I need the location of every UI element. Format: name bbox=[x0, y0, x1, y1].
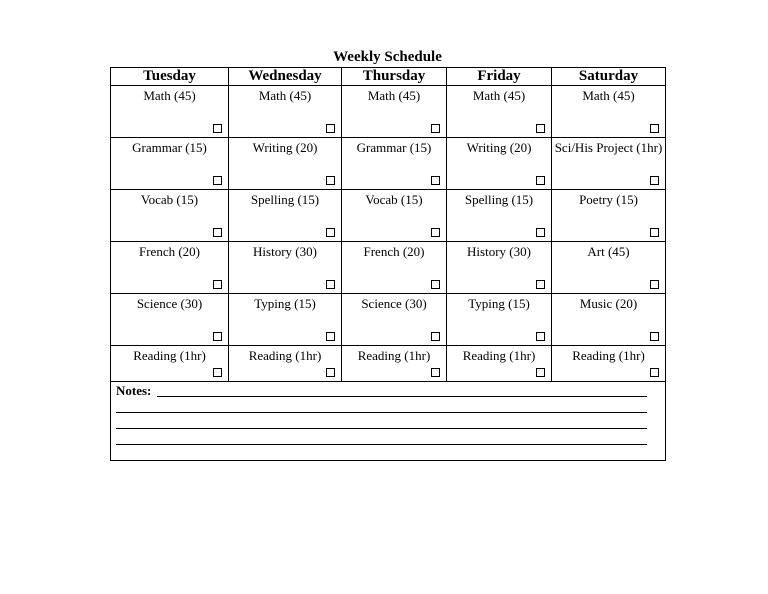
task-checkbox[interactable] bbox=[326, 368, 335, 377]
task-checkbox[interactable] bbox=[326, 228, 335, 237]
task-label: Reading (1hr) bbox=[572, 348, 645, 363]
task-checkbox[interactable] bbox=[213, 332, 222, 341]
task-checkbox[interactable] bbox=[650, 368, 659, 377]
task-checkbox[interactable] bbox=[431, 124, 440, 133]
task-label: Reading (1hr) bbox=[248, 348, 322, 363]
task-label: Math (45) bbox=[258, 88, 312, 103]
task-label: Grammar (15) bbox=[132, 140, 207, 155]
notes-line bbox=[116, 412, 647, 413]
task-label: Vocab (15) bbox=[140, 192, 199, 207]
task-cell bbox=[552, 190, 666, 242]
task-checkbox[interactable] bbox=[213, 124, 222, 133]
task-cell bbox=[342, 190, 447, 242]
task-checkbox[interactable] bbox=[650, 176, 659, 185]
task-checkbox[interactable] bbox=[213, 280, 222, 289]
task-cell bbox=[111, 138, 229, 190]
weekly-schedule-table bbox=[110, 67, 666, 461]
task-cell bbox=[111, 346, 229, 382]
task-checkbox[interactable] bbox=[431, 332, 440, 341]
schedule-row-5 bbox=[111, 294, 666, 346]
day-header-friday: Friday bbox=[447, 68, 552, 86]
task-checkbox[interactable] bbox=[650, 332, 659, 341]
task-label: Writing (20) bbox=[252, 140, 318, 155]
schedule-row-1 bbox=[111, 86, 666, 138]
task-checkbox[interactable] bbox=[650, 228, 659, 237]
task-cell bbox=[447, 294, 552, 346]
day-header-saturday: Saturday bbox=[552, 68, 666, 86]
task-checkbox[interactable] bbox=[326, 332, 335, 341]
task-cell bbox=[229, 346, 342, 382]
day-header-wednesday: Wednesday bbox=[229, 68, 342, 86]
task-cell bbox=[229, 242, 342, 294]
task-cell bbox=[229, 138, 342, 190]
task-checkbox[interactable] bbox=[650, 280, 659, 289]
day-header-tuesday: Tuesday bbox=[111, 68, 229, 86]
task-cell bbox=[447, 138, 552, 190]
task-cell bbox=[111, 86, 229, 138]
task-label: Typing (15) bbox=[254, 296, 316, 311]
task-cell bbox=[342, 86, 447, 138]
task-cell bbox=[552, 86, 666, 138]
task-label: Spelling (15) bbox=[464, 192, 534, 207]
task-label: Poetry (15) bbox=[579, 192, 638, 207]
task-label: Science (30) bbox=[136, 296, 203, 311]
task-cell bbox=[447, 86, 552, 138]
task-checkbox[interactable] bbox=[326, 280, 335, 289]
task-cell bbox=[342, 242, 447, 294]
task-checkbox[interactable] bbox=[431, 280, 440, 289]
task-cell bbox=[447, 346, 552, 382]
notes-line bbox=[116, 444, 647, 445]
task-checkbox[interactable] bbox=[650, 124, 659, 133]
task-label: Music (20) bbox=[579, 296, 638, 311]
task-label: History (30) bbox=[253, 244, 317, 259]
task-cell bbox=[111, 294, 229, 346]
task-label: Spelling (15) bbox=[250, 192, 320, 207]
task-label: Grammar (15) bbox=[356, 140, 432, 155]
schedule-row-6 bbox=[111, 346, 666, 382]
task-checkbox[interactable] bbox=[431, 228, 440, 237]
task-label: Typing (15) bbox=[468, 296, 530, 311]
task-cell bbox=[447, 242, 552, 294]
schedule-row-2 bbox=[111, 138, 666, 190]
task-label: Math (45) bbox=[582, 88, 635, 103]
notes-row bbox=[111, 382, 666, 461]
task-label: Art (45) bbox=[587, 244, 630, 259]
task-cell bbox=[342, 294, 447, 346]
task-label: Math (45) bbox=[367, 88, 421, 103]
task-label: Sci/His Project (1hr) bbox=[554, 140, 663, 155]
task-cell bbox=[552, 346, 666, 382]
task-label: Writing (20) bbox=[466, 140, 532, 155]
task-label: Math (45) bbox=[143, 88, 196, 103]
task-label: Reading (1hr) bbox=[462, 348, 536, 363]
notes-area[interactable] bbox=[111, 382, 666, 461]
task-checkbox[interactable] bbox=[536, 228, 545, 237]
day-header-thursday: Thursday bbox=[342, 68, 447, 86]
task-checkbox[interactable] bbox=[326, 124, 335, 133]
task-label: Math (45) bbox=[472, 88, 526, 103]
task-cell bbox=[229, 86, 342, 138]
task-label: History (30) bbox=[467, 244, 531, 259]
task-checkbox[interactable] bbox=[536, 368, 545, 377]
task-label: French (20) bbox=[138, 244, 200, 259]
task-checkbox[interactable] bbox=[213, 228, 222, 237]
task-cell bbox=[342, 138, 447, 190]
task-checkbox[interactable] bbox=[431, 176, 440, 185]
schedule-row-3 bbox=[111, 190, 666, 242]
task-cell bbox=[447, 190, 552, 242]
task-checkbox[interactable] bbox=[431, 368, 440, 377]
day-header-row bbox=[111, 68, 666, 86]
schedule-row-4 bbox=[111, 242, 666, 294]
task-cell bbox=[552, 138, 666, 190]
task-label: Science (30) bbox=[361, 296, 427, 311]
task-checkbox[interactable] bbox=[213, 176, 222, 185]
task-cell bbox=[111, 242, 229, 294]
task-cell bbox=[342, 346, 447, 382]
task-label: French (20) bbox=[363, 244, 425, 259]
task-cell bbox=[552, 294, 666, 346]
task-label: Reading (1hr) bbox=[357, 348, 431, 363]
task-checkbox[interactable] bbox=[536, 332, 545, 341]
task-checkbox[interactable] bbox=[536, 280, 545, 289]
notes-line bbox=[157, 396, 647, 397]
task-cell bbox=[229, 294, 342, 346]
task-cell bbox=[229, 190, 342, 242]
task-cell bbox=[552, 242, 666, 294]
task-checkbox[interactable] bbox=[213, 368, 222, 377]
task-checkbox[interactable] bbox=[326, 176, 335, 185]
task-label: Reading (1hr) bbox=[133, 348, 206, 363]
task-cell bbox=[111, 190, 229, 242]
notes-line bbox=[116, 428, 647, 429]
task-checkbox[interactable] bbox=[536, 124, 545, 133]
notes-label: Notes: bbox=[116, 383, 152, 398]
task-checkbox[interactable] bbox=[536, 176, 545, 185]
task-label: Vocab (15) bbox=[365, 192, 423, 207]
schedule-title: Weekly Schedule bbox=[333, 49, 442, 65]
